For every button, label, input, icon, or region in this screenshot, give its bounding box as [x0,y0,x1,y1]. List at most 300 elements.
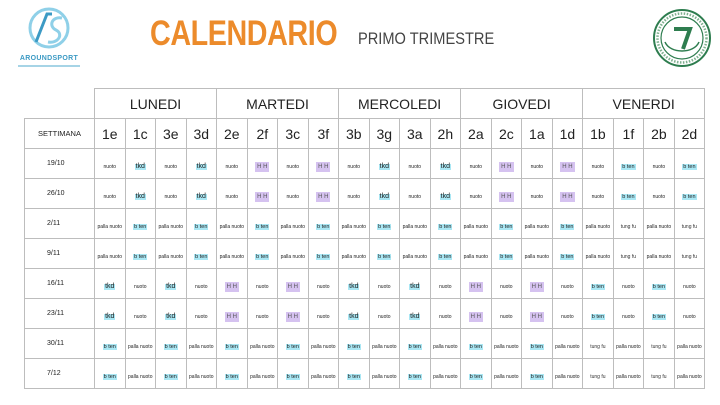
activity-cell [95,299,126,329]
activity-cell [674,329,705,359]
activity-label: tung fu [590,343,606,350]
class-header: 3f [308,119,339,149]
activity-label: palla nuoto [616,343,641,350]
activity-label: nuoto [500,283,513,290]
activity-label: nuoto [256,283,269,290]
logo-mark-icon [28,6,70,52]
activity-cell [186,209,217,239]
activity-cell [430,329,461,359]
activity-label: palla nuoto [372,373,397,380]
activity-label: nuoto [286,163,300,170]
activity-cell [217,299,248,329]
activity-cell [308,329,339,359]
activity-label: tung fu [651,343,667,350]
class-header: 2b [644,119,675,149]
activity-label: b ten [591,313,604,320]
class-header: 1d [552,119,583,149]
activity-cell [247,269,278,299]
class-header: 2e [217,119,248,149]
week-cell: 30/11 [25,329,95,359]
activity-cell [186,359,217,389]
activity-label: b ten [439,223,452,230]
activity-cell [461,149,492,179]
activity-label: tkd [105,282,115,290]
activity-label: nuoto [317,313,330,320]
activity-cell [522,299,553,329]
activity-label: tung fu [681,253,698,260]
activity-label: b ten [317,223,330,230]
activity-label: nuoto [133,283,147,290]
activity-cell [125,239,156,269]
activity-label: palla nuoto [494,343,519,350]
activity-cell [247,329,278,359]
activity-cell [156,209,187,239]
activity-cell [430,299,461,329]
activity-label: tkd [135,162,145,170]
activity-cell [156,269,187,299]
activity-cell [491,359,522,389]
activity-cell [674,209,705,239]
activity-label: nuoto [530,193,544,200]
activity-cell [674,239,705,269]
activity-label: tkd [440,192,450,200]
activity-label: H H [501,163,512,170]
activity-cell [644,149,675,179]
class-header: 2h [430,119,461,149]
activity-cell [522,329,553,359]
activity-label: palla nuoto [646,223,672,230]
activity-cell [430,239,461,269]
activity-label: palla nuoto [616,373,641,380]
activity-cell [674,299,705,329]
activity-cell [400,179,431,209]
activity-label: nuoto [103,193,116,200]
activity-label: palla nuoto [250,343,275,350]
activity-label: palla nuoto [372,343,397,350]
activity-cell [644,299,675,329]
activity-cell [369,359,400,389]
day-header-row [25,89,705,119]
activity-label: b ten [256,253,269,260]
activity-cell [339,269,370,299]
activity-cell [278,239,309,269]
activity-cell [369,179,400,209]
class-header: 2d [674,119,705,149]
activity-cell [186,329,217,359]
activity-cell [430,359,461,389]
activity-cell [613,179,644,209]
activity-label: H H [470,283,482,290]
activity-label: palla nuoto [97,223,122,230]
activity-cell [125,359,156,389]
activity-cell [583,239,614,269]
activity-label: H H [531,283,543,290]
activity-label: b ten [683,193,696,200]
activity-cell [217,329,248,359]
activity-label: nuoto [469,193,483,200]
activity-label: nuoto [286,193,300,200]
activity-cell [339,299,370,329]
activity-label: nuoto [469,163,483,170]
activity-label: nuoto [591,163,605,170]
activity-label: b ten [195,223,208,230]
activity-cell [247,209,278,239]
activity-label: nuoto [439,313,452,320]
activity-cell [278,359,309,389]
activity-label: palla nuoto [158,253,183,260]
activity-cell [95,329,126,359]
activity-cell [339,359,370,389]
activity-label: b ten [286,373,299,380]
activity-label: b ten [103,343,116,350]
activity-cell [400,329,431,359]
day-header: GIOVEDI [461,89,583,119]
day-header: LUNEDI [95,89,217,119]
week-header: SETTIMANA [25,119,95,149]
activity-cell [369,209,400,239]
activity-label: palla nuoto [128,343,153,350]
class-header: 3c [278,119,309,149]
class-header: 1e [95,119,126,149]
activity-label: b ten [591,283,604,290]
activity-cell [491,179,522,209]
activity-cell [156,329,187,359]
activity-label: tkd [379,192,389,200]
activity-cell [278,179,309,209]
activity-label: H H [562,193,573,200]
activity-label: nuoto [652,193,666,200]
activity-label: b ten [103,373,116,380]
activity-label: b ten [530,373,543,380]
activity-label: nuoto [561,283,574,290]
activity-cell [308,149,339,179]
week-cell: 2/11 [25,209,95,239]
activity-label: nuoto [683,283,696,290]
activity-cell [583,179,614,209]
activity-cell [186,239,217,269]
activity-cell [217,149,248,179]
activity-label: b ten [500,223,513,230]
activity-cell [674,359,705,389]
activity-cell [400,269,431,299]
activity-cell [552,149,583,179]
activity-cell [583,269,614,299]
week-cell: 26/10 [25,179,95,209]
activity-cell [247,179,278,209]
activity-cell [491,209,522,239]
activity-cell [186,179,217,209]
activity-label: b ten [347,373,360,380]
activity-cell [95,149,126,179]
activity-cell [125,329,156,359]
activity-label: palla nuoto [433,373,458,380]
activity-cell [186,269,217,299]
table-row [25,329,705,359]
activity-cell [613,149,644,179]
activity-cell [552,329,583,359]
activity-cell [95,239,126,269]
activity-label: b ten [378,223,391,230]
activity-label: b ten [256,223,269,230]
activity-label: b ten [317,253,330,260]
activity-label: nuoto [225,163,239,170]
activity-label: tung fu [590,373,606,380]
activity-cell [125,209,156,239]
activity-label: palla nuoto [463,253,489,260]
activity-cell [339,179,370,209]
activity-label: palla nuoto [402,223,428,230]
week-cell: 19/10 [25,149,95,179]
activity-label: tung fu [620,253,637,260]
activity-label: b ten [652,283,665,290]
activity-cell [644,209,675,239]
activity-cell [125,149,156,179]
activity-label: nuoto [103,163,116,170]
activity-label: tkd [440,162,450,170]
activity-label: palla nuoto [158,223,183,230]
calendar-table [24,88,705,389]
day-header: VENERDI [583,89,705,119]
activity-label: nuoto [622,283,635,290]
activity-label: nuoto [561,313,574,320]
class-header: 1f [613,119,644,149]
activity-cell [583,209,614,239]
activity-label: nuoto [439,283,452,290]
activity-cell [217,179,248,209]
activity-label: H H [318,193,329,200]
activity-label: nuoto [591,193,605,200]
activity-label: b ten [378,253,391,260]
activity-label: H H [531,313,543,320]
activity-cell [95,209,126,239]
activity-cell [125,269,156,299]
activity-cell [95,269,126,299]
activity-label: H H [287,283,298,290]
activity-label: b ten [530,343,543,350]
table-row [25,179,705,209]
activity-label: palla nuoto [463,223,489,230]
activity-label: b ten [469,343,482,350]
table-row [25,269,705,299]
activity-label: palla nuoto [402,253,428,260]
activity-cell [278,149,309,179]
activity-label: b ten [286,343,299,350]
activity-label: nuoto [408,193,422,200]
activity-cell [430,179,461,209]
activity-label: palla nuoto [524,223,550,230]
activity-cell [308,209,339,239]
activity-cell [552,179,583,209]
activity-cell [156,179,187,209]
week-cell: 7/12 [25,359,95,389]
activity-label: b ten [408,343,421,350]
activity-cell [369,269,400,299]
activity-cell [644,329,675,359]
activity-cell [308,179,339,209]
activity-label: palla nuoto [280,223,306,230]
activity-cell [583,299,614,329]
activity-cell [491,299,522,329]
activity-label: nuoto [378,313,391,320]
activity-cell [644,239,675,269]
activity-label: H H [257,193,268,200]
activity-cell [247,149,278,179]
activity-cell [339,209,370,239]
activity-label: tkd [135,192,145,200]
activity-cell [491,239,522,269]
activity-cell [644,359,675,389]
activity-cell [217,209,248,239]
activity-cell [522,179,553,209]
activity-label: b ten [134,223,147,230]
activity-label: palla nuoto [280,253,306,260]
activity-label: tung fu [620,223,637,230]
activity-cell [522,239,553,269]
activity-cell [369,149,400,179]
activity-cell [461,359,492,389]
table-row [25,239,705,269]
activity-label: b ten [164,373,177,380]
activity-cell [400,359,431,389]
activity-label: palla nuoto [128,373,153,380]
activity-label: tkd [410,282,420,290]
activity-cell [522,209,553,239]
activity-cell [613,209,644,239]
activity-label: b ten [439,253,452,260]
class-header: 1b [583,119,614,149]
activity-label: palla nuoto [524,253,550,260]
activity-label: nuoto [622,313,635,320]
activity-cell [613,359,644,389]
activity-label: palla nuoto [494,373,519,380]
activity-label: palla nuoto [555,373,580,380]
day-header: MARTEDI [217,89,339,119]
activity-label: palla nuoto [311,373,336,380]
activity-label: tkd [166,312,176,320]
activity-cell [369,329,400,359]
activity-label: tkd [196,192,206,200]
activity-cell [583,329,614,359]
activity-cell [217,359,248,389]
activity-cell [247,239,278,269]
activity-label: nuoto [652,163,666,170]
activity-cell [278,299,309,329]
activity-cell [247,299,278,329]
class-header: 1a [522,119,553,149]
class-header: 3g [369,119,400,149]
class-header-row [25,119,705,149]
activity-cell [400,239,431,269]
activity-cell [400,299,431,329]
activity-cell [217,269,248,299]
aroundsport-logo [14,6,84,72]
activity-cell [339,329,370,359]
activity-label: nuoto [500,313,513,320]
week-cell: 23/11 [25,299,95,329]
activity-label: tung fu [651,373,667,380]
activity-cell [369,239,400,269]
activity-cell [278,209,309,239]
activity-cell [369,299,400,329]
class-header: 2a [461,119,492,149]
activity-cell [125,179,156,209]
activity-cell [400,149,431,179]
activity-cell [522,359,553,389]
week-cell: 16/11 [25,269,95,299]
activity-cell [461,239,492,269]
activity-label: palla nuoto [555,343,580,350]
activity-label: palla nuoto [433,343,458,350]
activity-label: H H [287,313,298,320]
activity-cell [674,149,705,179]
activity-label: palla nuoto [341,223,367,230]
activity-cell [339,149,370,179]
activity-label: b ten [652,313,665,320]
brand-underline [18,65,80,67]
activity-cell [461,179,492,209]
activity-label: tkd [105,312,115,320]
table-row [25,149,705,179]
activity-cell [247,359,278,389]
activity-cell [156,299,187,329]
activity-cell [644,179,675,209]
activity-label: H H [470,313,482,320]
activity-label: nuoto [164,163,177,170]
activity-label: b ten [134,253,147,260]
activity-label: b ten [469,373,482,380]
activity-cell [613,329,644,359]
header-corner [25,89,95,119]
activity-label: nuoto [347,163,361,170]
activity-cell [95,179,126,209]
activity-label: b ten [408,373,421,380]
activity-label: tkd [410,312,420,320]
activity-cell [583,149,614,179]
activity-label: tkd [349,312,359,320]
activity-cell [186,149,217,179]
activity-cell [400,209,431,239]
class-header: 3a [400,119,431,149]
activity-label: palla nuoto [219,223,245,230]
activity-label: palla nuoto [341,253,367,260]
activity-cell [552,359,583,389]
activity-label: palla nuoto [646,253,672,260]
activity-cell [125,299,156,329]
activity-label: nuoto [317,283,330,290]
activity-label: nuoto [408,163,422,170]
activity-cell [552,239,583,269]
activity-cell [552,299,583,329]
activity-label: palla nuoto [189,343,214,350]
activity-cell [644,269,675,299]
activity-label: H H [226,283,237,290]
activity-label: tkd [379,162,389,170]
activity-cell [461,209,492,239]
activity-cell [339,239,370,269]
activity-cell [430,209,461,239]
activity-label: palla nuoto [585,223,611,230]
activity-cell [308,359,339,389]
activity-cell [308,299,339,329]
activity-label: tkd [349,282,359,290]
activity-cell [674,179,705,209]
activity-cell [613,269,644,299]
activity-cell [461,269,492,299]
page-title: CALENDARIO [150,14,338,53]
activity-label: b ten [561,253,574,260]
class-header: 1c [125,119,156,149]
activity-label: palla nuoto [677,343,702,350]
